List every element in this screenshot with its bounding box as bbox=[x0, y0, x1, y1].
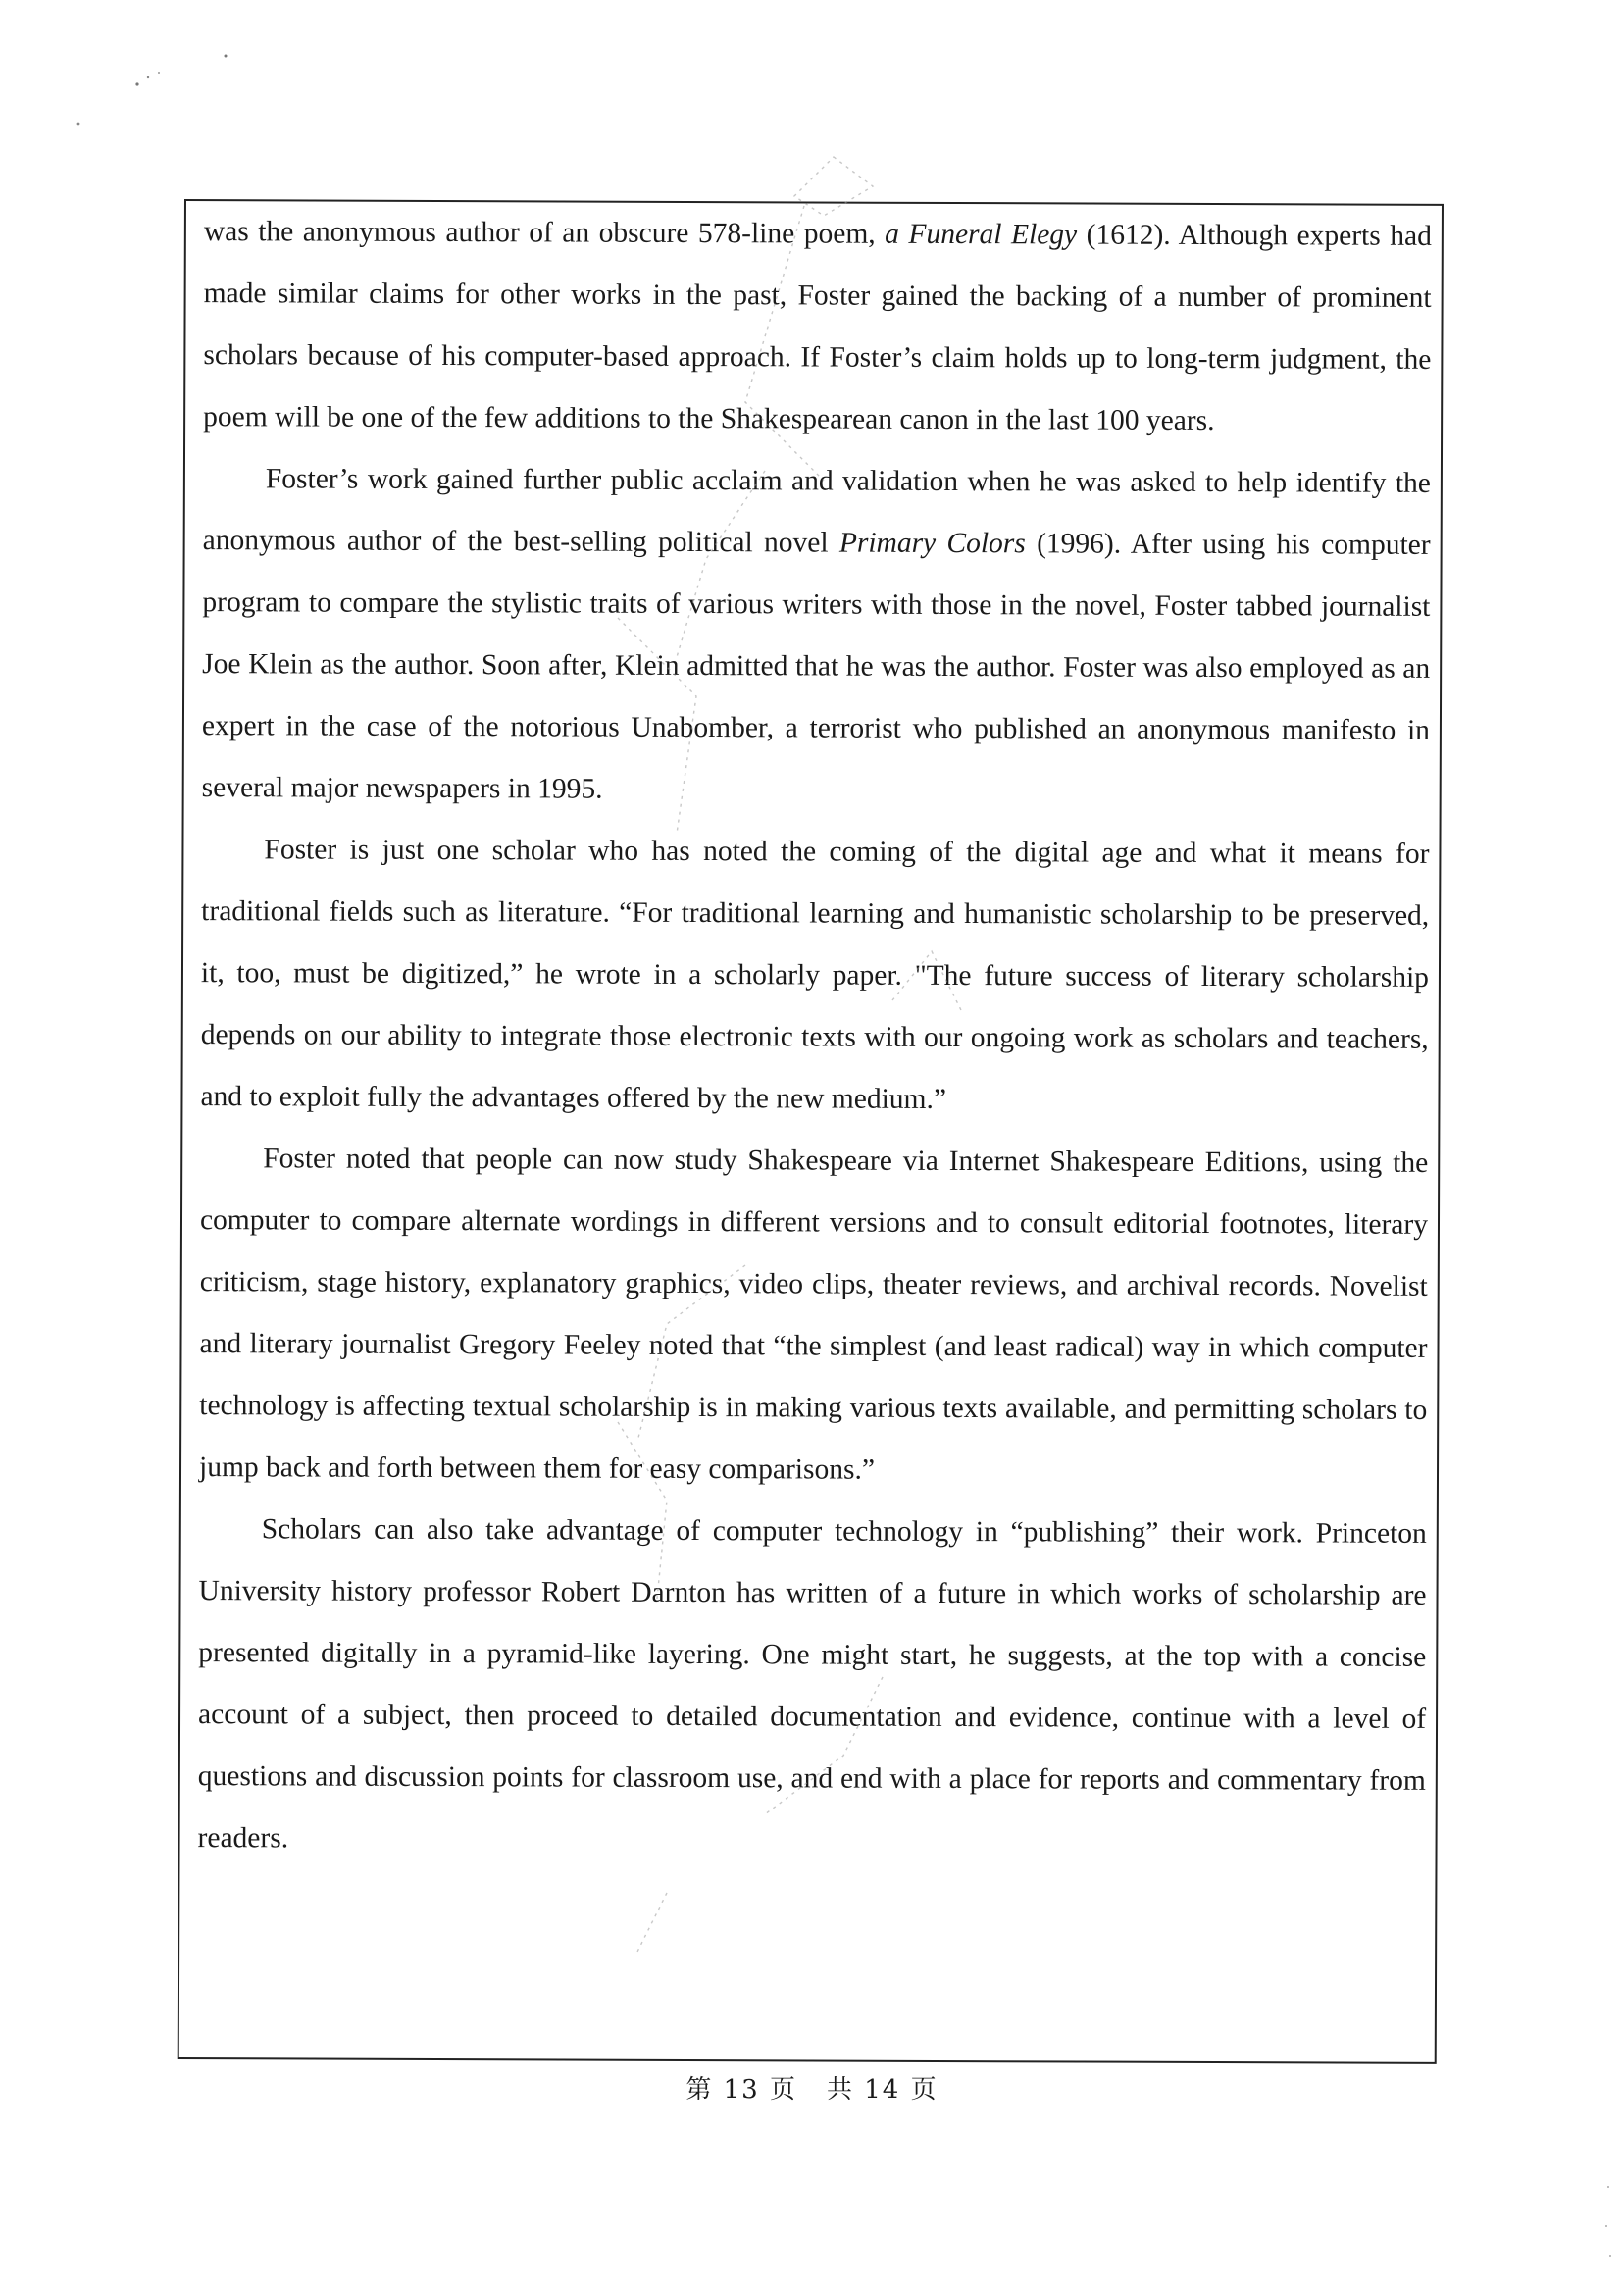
page-number: 第 13 页 bbox=[685, 2075, 797, 2105]
paragraph-3: Foster is just one scholar who has noted the coming of the digital age and what it means for traditional fields such as literature. “For traditional learning and humanistic scholarship to be preserved, it, too, must be digitized,” he wrote in a scholarly paper. "The future success of literary scholarship depends on our ability to integrate those electronic texts with our ongoing work as scholars and teachers, and to exploit fully the advantages offered by the new medium.” bbox=[200, 834, 1430, 1115]
paragraph-1-text-b: (1612). Although experts had made similar claims for other works in the past, Foster gained the backing of a number of prominent scholars because of his computer-based approach. If Foster’s claim holds up to long-term judgment, the poem will be one of the few additions to the Shakespearean canon in the last 100 years. bbox=[203, 219, 1432, 437]
page-footer bbox=[0, 2069, 1624, 2106]
paragraph-2-text-a: Foster’s work gained further public acclaim and validation when he was asked to help identify the anonymous author of the best-selling political novel bbox=[202, 463, 1431, 559]
paragraph-1 bbox=[203, 201, 1432, 453]
paragraph-2 bbox=[202, 448, 1431, 824]
passage-content bbox=[197, 201, 1432, 1874]
poem-title: a Funeral Elegy bbox=[885, 218, 1078, 251]
paragraph-1-text-a: was the anonymous author of an obscure 578-line poem, bbox=[203, 216, 886, 250]
paragraph-2-text-b: (1996). After using his computer program to compare the stylistic traits of various writers with those in the novel, Foster tabbed journalist Joe Klein as the author. Soon after, Klein admitted that he was the author. Foster was also employed as an expert in the case of the notorious Unabomber, a terrorist who published an anonymous manifesto in several major newspapers in 1995. bbox=[201, 528, 1431, 805]
paragraph-4: Foster noted that people can now study Shakespeare via Internet Shakespeare Editions, using the computer to compare alternate wordings in different versions and to consult editorial footnotes, literary criticism, stage history, explanatory graphics, video clips, theater reviews, and archival records. Novelist and literary journalist Gregory Feeley noted that “the simplest (and least radical) way in which computer technology is affecting textual scholarship is in making various texts available, and permitting scholars to jump back and forth between them for easy comparisons.” bbox=[198, 1143, 1429, 1486]
novel-title: Primary Colors bbox=[838, 527, 1026, 560]
paragraph-5: Scholars can also take advantage of computer technology in “publishing” their work. Princeton University history professor Robert Darnton has written of a future in which works of scholarship are presented digitally in a pyramid-like layering. One might start, he suggests, at the top with a concise account of a subject, then proceed to detailed documentation and evidence, continue with a level of questions and discussion points for classroom use, and end with a place for reports and commentary from readers. bbox=[197, 1513, 1427, 1855]
passage-frame bbox=[178, 199, 1444, 2064]
page-total: 共 14 页 bbox=[827, 2075, 939, 2105]
